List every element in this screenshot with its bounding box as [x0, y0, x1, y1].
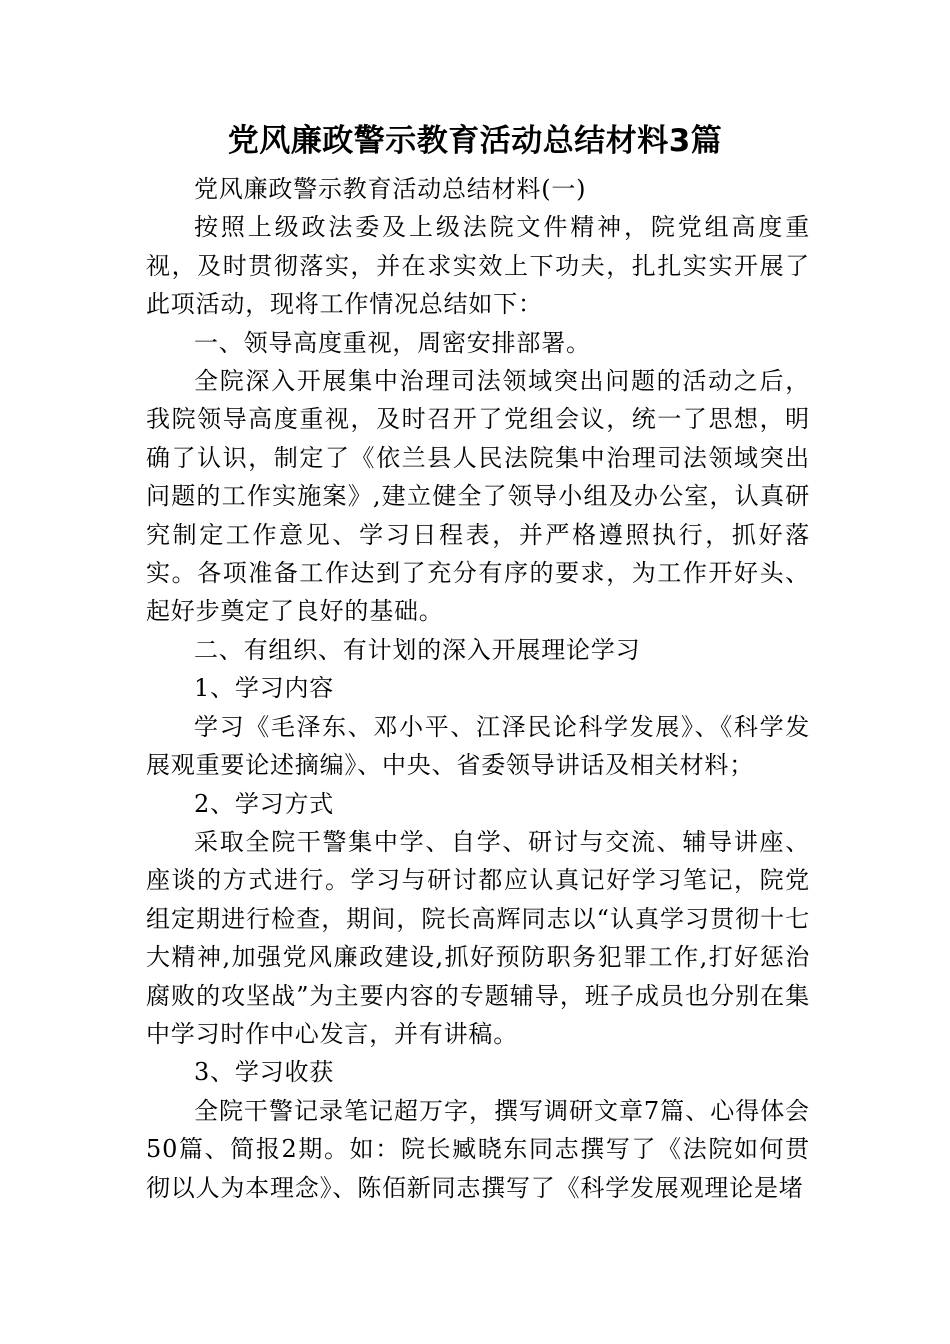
subheading-study-content: 1、学习内容	[194, 674, 335, 703]
document-body	[146, 170, 810, 1207]
paragraph-intro: 按照上级政法委及上级法院文件精神，院党组高度重视，及时贯彻落实，并在求实效上下功夫，扎扎实实开展了此项活动，现将工作情况总结如下：	[146, 213, 810, 319]
paragraph-section-1: 全院深入开展集中治理司法领域突出问题的活动之后，我院领导高度重视，及时召开了党组会议，统一了思想，明确了认识，制定了《依兰县人民法院集中治理司法领域突出问题的工作实施案》,建立健全了领导小组及办公室，认真研究制定工作意见、学习日程表，并严格遵照执行，抓好落实。各项准备工作达到了充分有序的要求，为工作开好头、起好步奠定了良好的基础。	[146, 367, 810, 626]
section-heading-1: 一、领导高度重视，周密安排部署。	[194, 328, 591, 357]
document-title: 党风廉政警示教育活动总结材料3篇	[227, 123, 723, 159]
paragraph-study-results: 全院干警记录笔记超万字，撰写调研文章7篇、心得体会50篇、简报2期。如：院长臧晓东同志撰写了《法院如何贯彻以人为本理念》、陈佰新同志撰写了《科学发展观理论是堵	[146, 1096, 810, 1202]
subheading-study-results: 3、学习收获	[194, 1058, 335, 1087]
subheading-study-method: 2、学习方式	[194, 789, 335, 818]
paragraph-subtitle: 党风廉政警示教育活动总结材料(一)	[194, 175, 587, 203]
paragraph-study-method: 采取全院干警集中学、自学、研讨与交流、辅导讲座、座谈的方式进行。学习与研讨都应认真记好学习笔记，院党组定期进行检查，期间，院长高辉同志以“认真学习贯彻十七大精神,加强党风廉政建设,抓好预防职务犯罪工作,打好惩治腐败的攻坚战”为主要内容的专题辅导，班子成员也分别在集中学习时作中心发言，并有讲稿。	[146, 827, 810, 1048]
section-heading-2: 二、有组织、有计划的深入开展理论学习	[194, 635, 641, 664]
paragraph-study-content: 学习《毛泽东、邓小平、江泽民论科学发展》、《科学发展观重要论述摘编》、中央、省委领导讲话及相关材料；	[146, 712, 810, 780]
